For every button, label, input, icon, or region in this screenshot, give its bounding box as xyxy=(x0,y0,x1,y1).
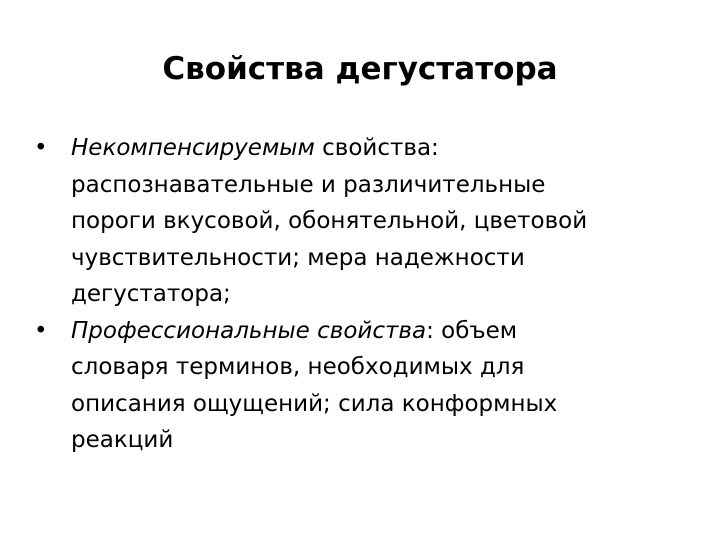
bullet-text: свойства: xyxy=(314,135,439,161)
bullet-term: Профессиональные свойства xyxy=(71,317,427,344)
bullet-line: чувствительности; мера надежности xyxy=(71,244,525,271)
bullet-line: распознавательные и различительные xyxy=(71,171,546,198)
bullet-text: : объем xyxy=(426,317,518,344)
bullet-item-nonpensable-properties xyxy=(34,130,674,313)
bullet-list xyxy=(34,130,674,459)
bullet-marker: • xyxy=(34,317,48,344)
bullet-line: дегустатора; xyxy=(71,281,231,307)
bullet-term: Некомпенсируемым xyxy=(71,135,315,161)
slide-title: Свойства дегустатора xyxy=(162,51,558,87)
bullet-marker: • xyxy=(34,135,48,161)
bullet-line: словаря терминов, необходимых для xyxy=(71,354,525,380)
bullet-line xyxy=(71,318,517,344)
bullet-line: описания ощущений; сила конформных xyxy=(71,390,558,417)
bullet-line: реакций xyxy=(71,427,174,453)
bullet-line: пороги вкусовой, обонятельной, цветовой xyxy=(71,208,588,234)
bullet-line xyxy=(71,135,439,161)
bullet-item-professional-properties xyxy=(34,313,674,459)
